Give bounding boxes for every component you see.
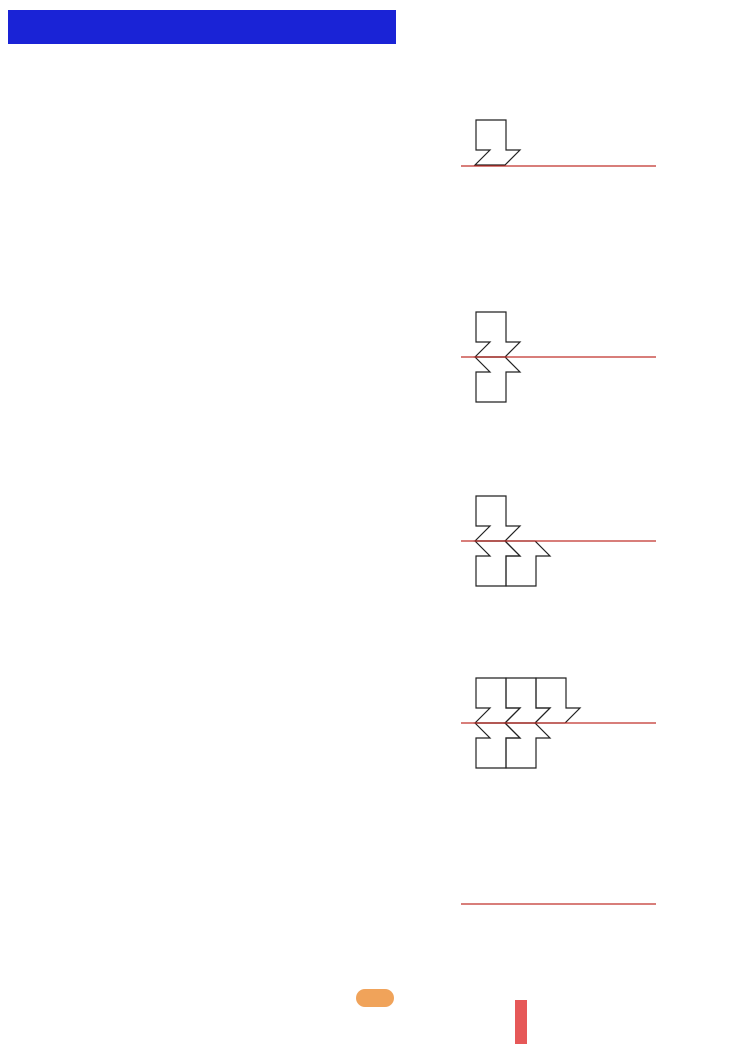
shape-II [475, 541, 520, 586]
shape-I [475, 678, 520, 723]
shape-I [475, 496, 520, 541]
shape-V [535, 678, 580, 723]
brand-evvel [515, 1000, 527, 1044]
shape-III [505, 541, 550, 586]
shape-II [475, 723, 520, 768]
page-number [356, 989, 394, 1007]
figure-step2 [456, 458, 686, 608]
figure-tessellation [456, 820, 686, 990]
shape-IV [505, 678, 550, 723]
shape-III [505, 723, 550, 768]
shape-I [475, 120, 520, 165]
figure-step1 [456, 274, 686, 444]
figure-step3 [456, 640, 686, 790]
figure-example [456, 86, 686, 246]
page-banner [8, 10, 396, 44]
shape-I [475, 312, 520, 357]
shape-II [475, 357, 520, 402]
brand-logo [515, 1000, 533, 1044]
